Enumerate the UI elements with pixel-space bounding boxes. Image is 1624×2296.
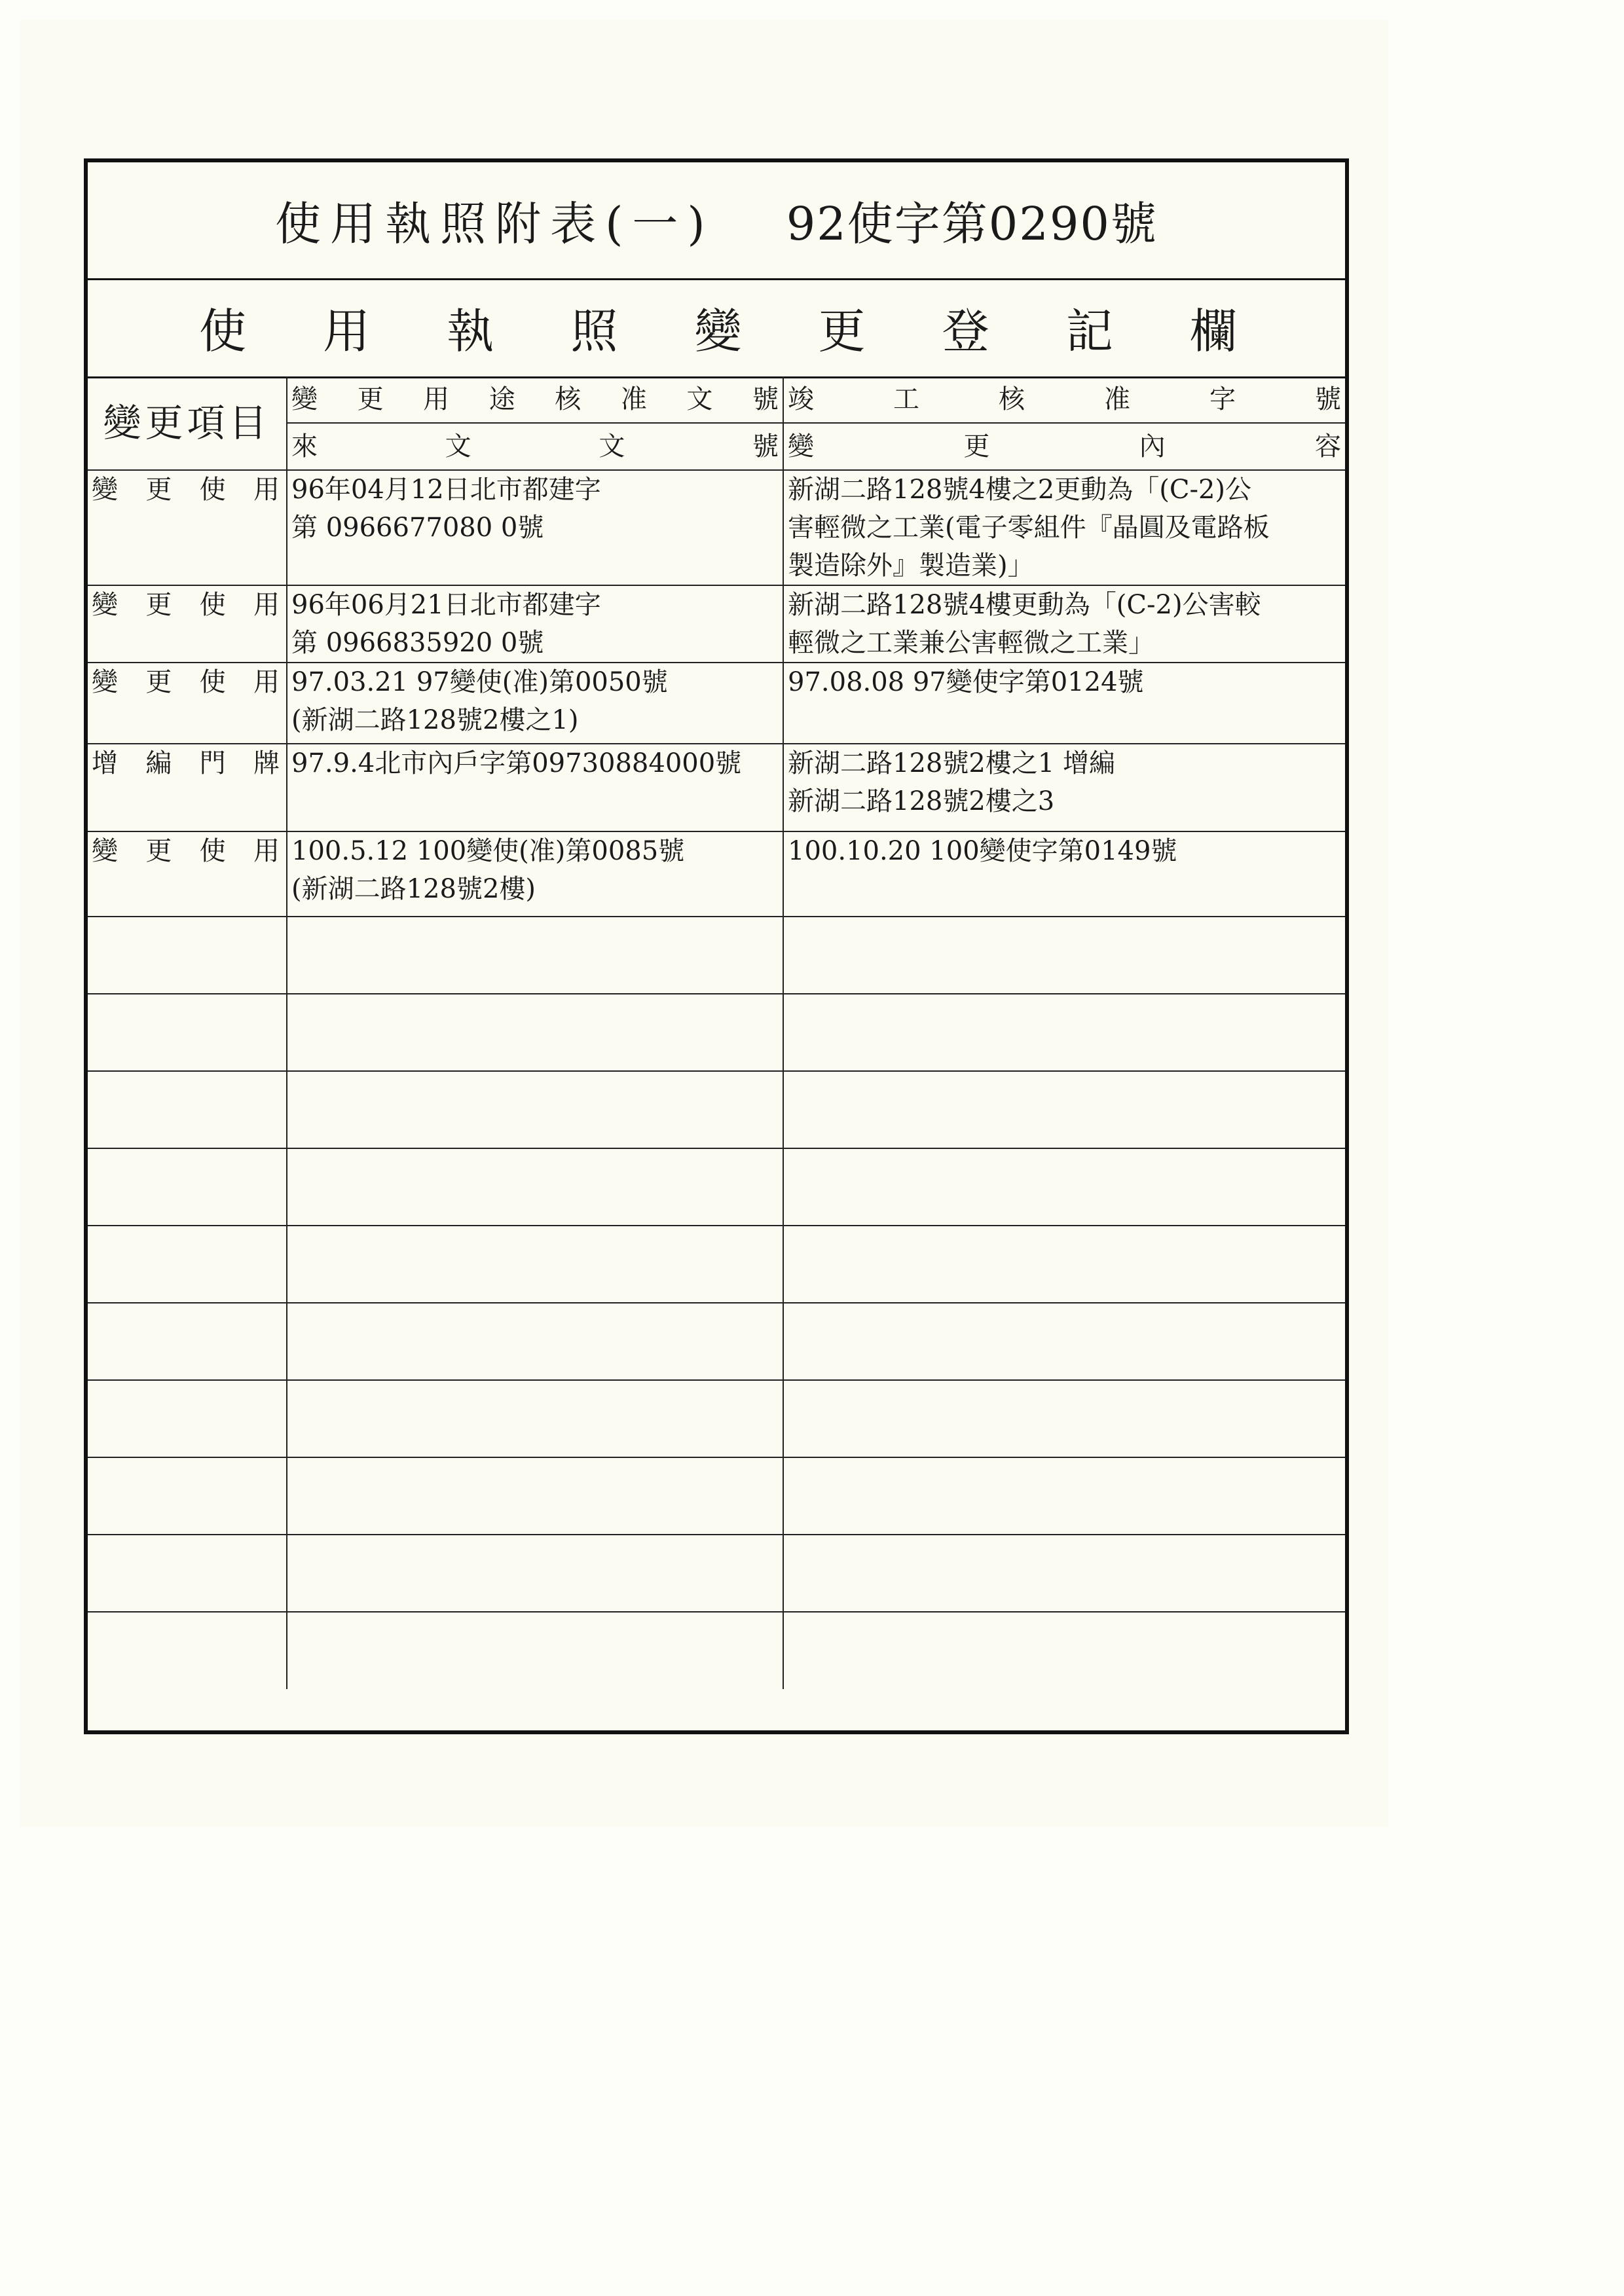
change-item-cell xyxy=(88,744,287,831)
header-char: 准 xyxy=(620,384,647,414)
document-title: 使用執照附表(一) xyxy=(275,197,714,251)
change-item-char: 增 xyxy=(92,748,118,778)
change-item-cell xyxy=(88,1380,287,1457)
change-item-cell xyxy=(88,663,287,744)
approval-doc-cell xyxy=(287,1071,783,1148)
table-row xyxy=(88,1612,1345,1689)
cell-text-line: 輕微之工業兼公害輕微之工業」 xyxy=(788,628,1154,658)
cell-text-line: 新湖二路128號4樓之2更動為「(C-2)公 xyxy=(788,475,1252,505)
header-char: 字 xyxy=(1209,384,1236,414)
approval-doc-cell xyxy=(287,663,783,744)
table-row xyxy=(88,470,1345,585)
cell-text-line: 第 0966835920 0號 xyxy=(291,628,544,658)
change-item-char: 牌 xyxy=(253,748,280,778)
change-content-cell xyxy=(783,744,1345,831)
change-content-cell xyxy=(783,470,1345,585)
header-char: 核 xyxy=(555,384,581,414)
approval-doc-cell xyxy=(287,831,783,917)
change-item-char: 使 xyxy=(199,836,226,866)
table-row xyxy=(88,1535,1345,1612)
cell-text-line: (新湖二路128號2樓之1) xyxy=(291,705,579,735)
change-item xyxy=(92,832,282,870)
header-change-content xyxy=(783,423,1345,470)
approval-doc-cell xyxy=(287,917,783,994)
change-item xyxy=(92,471,282,509)
change-item-char: 用 xyxy=(253,836,280,866)
section-title-char: 登 xyxy=(942,304,989,359)
cell-text-line: 100.5.12 100變使(准)第0085號 xyxy=(291,836,685,866)
change-content-cell xyxy=(783,1226,1345,1303)
section-title-char: 欄 xyxy=(1189,304,1237,359)
table-row xyxy=(88,663,1345,744)
change-item-cell xyxy=(88,1226,287,1303)
title-row xyxy=(88,162,1345,280)
approval-doc-cell xyxy=(287,1612,783,1689)
table-row xyxy=(88,994,1345,1071)
section-title-char: 用 xyxy=(323,304,371,359)
change-content-cell xyxy=(783,1457,1345,1535)
change-item-char: 編 xyxy=(145,748,172,778)
license-attachment-form xyxy=(84,158,1349,1734)
cell-text-line: 新湖二路128號4樓更動為「(C-2)公害較 xyxy=(788,590,1261,620)
change-item-char: 變 xyxy=(92,475,118,505)
approval-doc-cell xyxy=(287,470,783,585)
header-char: 來 xyxy=(291,431,318,462)
change-item-cell xyxy=(88,1457,287,1535)
change-item-char: 更 xyxy=(145,590,172,620)
license-number: 92使字第0290號 xyxy=(786,197,1158,251)
change-content-cell xyxy=(783,663,1345,744)
change-content-cell xyxy=(783,1303,1345,1380)
table-row xyxy=(88,1303,1345,1380)
change-item-char: 變 xyxy=(92,667,118,697)
section-title-char: 更 xyxy=(818,304,866,359)
change-item-cell xyxy=(88,917,287,994)
header-char: 途 xyxy=(489,384,515,414)
change-content-cell xyxy=(783,917,1345,994)
change-content-cell xyxy=(783,1535,1345,1612)
table-row xyxy=(88,744,1345,831)
change-item-char: 用 xyxy=(253,667,280,697)
change-item-cell xyxy=(88,585,287,663)
approval-doc-cell xyxy=(287,1535,783,1612)
header-char: 准 xyxy=(1104,384,1130,414)
cell-text-line: 97.03.21 97變使(准)第0050號 xyxy=(291,667,668,697)
table-row xyxy=(88,1226,1345,1303)
change-item-char: 更 xyxy=(145,836,172,866)
header-completion-no xyxy=(783,376,1345,423)
section-title xyxy=(88,293,1345,361)
section-header-row xyxy=(88,278,1345,378)
cell-text-line: 96年06月21日北市都建字 xyxy=(291,590,601,620)
cell-text-line: 新湖二路128號2樓之3 xyxy=(788,786,1055,816)
table-row xyxy=(88,1148,1345,1226)
approval-doc-cell xyxy=(287,1303,783,1380)
header-char: 工 xyxy=(893,384,919,414)
change-item xyxy=(92,744,282,782)
header-char: 核 xyxy=(999,384,1025,414)
cell-text-line: (新湖二路128號2樓) xyxy=(291,874,536,904)
change-item-cell xyxy=(88,1071,287,1148)
section-title-char: 記 xyxy=(1065,304,1113,359)
approval-doc-cell xyxy=(287,1457,783,1535)
change-item xyxy=(92,663,282,701)
approval-doc-cell xyxy=(287,1380,783,1457)
approval-doc-cell xyxy=(287,585,783,663)
change-item-char: 變 xyxy=(92,836,118,866)
change-item-cell xyxy=(88,1303,287,1380)
table-row xyxy=(88,1457,1345,1535)
header-char: 用 xyxy=(423,384,450,414)
change-content-cell xyxy=(783,1380,1345,1457)
header-char: 號 xyxy=(1315,384,1341,414)
change-content-cell xyxy=(783,1612,1345,1689)
change-item-char: 更 xyxy=(145,667,172,697)
change-content-cell xyxy=(783,1148,1345,1226)
change-item-char: 門 xyxy=(199,748,226,778)
section-title-char: 照 xyxy=(570,304,618,359)
header-char: 文 xyxy=(686,384,713,414)
change-item-cell xyxy=(88,1535,287,1612)
table-row xyxy=(88,1071,1345,1148)
cell-text-line: 害輕微之工業(電子零組件『晶圓及電路板 xyxy=(788,513,1270,543)
change-item-cell xyxy=(88,831,287,917)
header-char: 號 xyxy=(752,384,779,414)
approval-doc-cell xyxy=(287,1148,783,1226)
change-item-char: 使 xyxy=(199,667,226,697)
change-item-char: 變 xyxy=(92,590,118,620)
change-item-char: 用 xyxy=(253,475,280,505)
header-item: 變更項目 xyxy=(88,376,287,470)
change-item-char: 更 xyxy=(145,475,172,505)
approval-doc-cell xyxy=(287,744,783,831)
header-char: 竣 xyxy=(788,384,814,414)
section-title-char: 變 xyxy=(694,304,742,359)
section-title-char: 執 xyxy=(447,304,494,359)
table-row xyxy=(88,1380,1345,1457)
section-title-char: 使 xyxy=(199,304,247,359)
change-item-char: 使 xyxy=(199,475,226,505)
cell-text-line: 新湖二路128號2樓之1 增編 xyxy=(788,748,1115,778)
header-char: 文 xyxy=(445,431,471,462)
header-char: 變 xyxy=(291,384,318,414)
change-item-cell xyxy=(88,994,287,1071)
cell-text-line: 第 0966677080 0號 xyxy=(291,513,544,543)
change-item-cell xyxy=(88,1612,287,1689)
header-char: 更 xyxy=(963,431,990,462)
change-content-cell xyxy=(783,994,1345,1071)
cell-text-line: 100.10.20 100變使字第0149號 xyxy=(788,836,1177,866)
header-row-1 xyxy=(88,376,1345,423)
table-row xyxy=(88,585,1345,663)
change-item-cell xyxy=(88,1148,287,1226)
header-char: 文 xyxy=(599,431,625,462)
change-content-cell xyxy=(783,831,1345,917)
cell-text-line: 97.08.08 97變使字第0124號 xyxy=(788,667,1144,697)
change-item-char: 用 xyxy=(253,590,280,620)
header-incoming-doc-no xyxy=(287,423,783,470)
approval-doc-cell xyxy=(287,1226,783,1303)
cell-text-line: 97.9.4北市內戶字第09730884000號 xyxy=(291,748,742,778)
approval-doc-cell xyxy=(287,994,783,1071)
header-approval-doc-no xyxy=(287,376,783,423)
change-item-cell xyxy=(88,470,287,585)
cell-text-line: 製造除外』製造業)」 xyxy=(788,551,1034,581)
change-register-table xyxy=(88,376,1345,1689)
header-char: 容 xyxy=(1314,431,1341,462)
table-row xyxy=(88,831,1345,917)
table-row xyxy=(88,917,1345,994)
change-content-cell xyxy=(783,585,1345,663)
cell-text-line: 96年04月12日北市都建字 xyxy=(291,475,601,505)
header-char: 號 xyxy=(752,431,779,462)
change-item-char: 使 xyxy=(199,590,226,620)
header-char: 內 xyxy=(1139,431,1166,462)
header-char: 變 xyxy=(788,431,814,462)
change-item xyxy=(92,586,282,624)
change-content-cell xyxy=(783,1071,1345,1148)
header-char: 更 xyxy=(357,384,384,414)
